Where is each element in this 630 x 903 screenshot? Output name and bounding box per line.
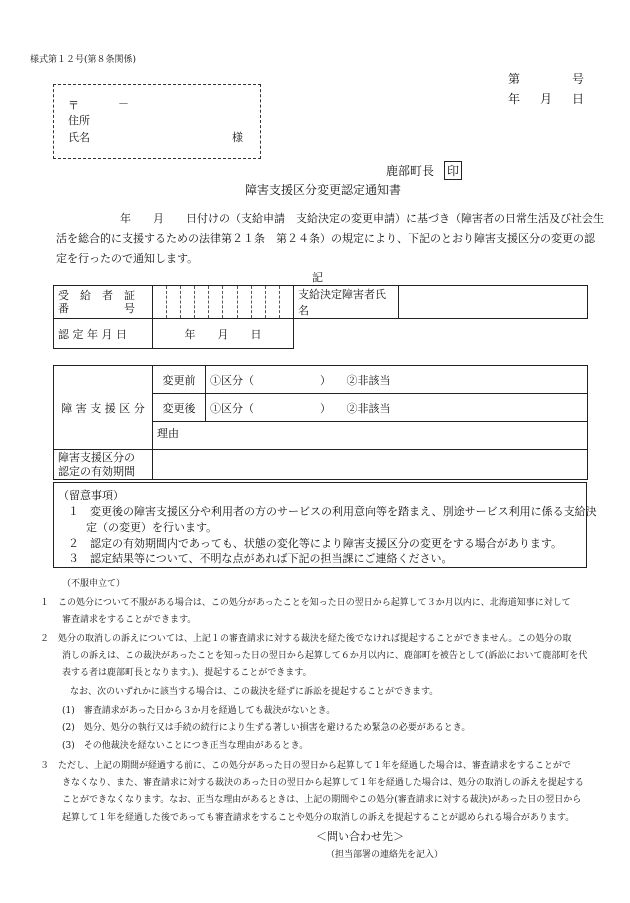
appeal-p2a: ２ 処分の取消しの訴えについては、上記１の審査請求に対する裁決を経た後でなければ提起することができません。この処分の取: [40, 634, 572, 644]
address-label: 住所: [68, 114, 90, 127]
date-month: 月: [540, 92, 553, 106]
recipient-name-value: [399, 286, 588, 319]
reason-label: 理由: [153, 422, 588, 450]
honorific: 様: [232, 131, 243, 144]
cert-date-label: 認 定 年 月 日: [54, 319, 153, 349]
appeal-p1a: １ この処分について不服がある場合は、この処分があったことを知った日の翌日から起算して３か月以内に、北海道知事に対して: [40, 598, 571, 608]
recipient-table: [53, 285, 588, 349]
postal-mark: 〒: [68, 99, 79, 112]
before-value: [206, 366, 588, 394]
before-label: 変更前: [153, 366, 206, 394]
validity-label: 障害支援区分の 認定の有効期間: [54, 450, 153, 480]
intro-line-3: 定を行ったので通知します。: [56, 252, 199, 265]
after-label: 変更後: [153, 394, 206, 422]
category-label: 障 害 支 援 区 分: [54, 366, 153, 450]
after-option-1: ①区分（ ）: [210, 401, 331, 415]
before-option-2: ②非該当: [346, 373, 391, 387]
document-title: 障害支援区分変更認定通知書: [245, 183, 402, 197]
name-label: 氏名: [68, 131, 90, 144]
appeal-p2c: 表する者は鹿部町長となります。)、提起することができます。: [62, 668, 312, 678]
appeal-p2d: なお、次のいずれかに該当する場合は、この裁決を経ずに訴訟を提起することができます。: [70, 687, 439, 697]
issuer-name: 鹿部町長: [386, 164, 435, 178]
doc-number-prefix: 第: [508, 72, 521, 86]
note-1b: 定（の変更）を行います。: [86, 521, 218, 534]
contact-note: （担当部署の連絡先を記入）: [326, 850, 444, 860]
doc-number-suffix: 号: [572, 72, 585, 86]
cert-number-label: 受 給 者 証 番 号: [54, 286, 153, 319]
appeal-p3c: ことができなくなります。なお、正当な理由があるときは、上記の期間やこの処分(審査請求に対する裁決)があった日の翌日から: [62, 795, 582, 805]
before-option-1: ①区分（ ）: [210, 373, 331, 387]
after-value: [206, 394, 588, 422]
notes-heading: （留意事項）: [58, 489, 124, 502]
intro-line-1: 年 月 日付けの（支給申請 支給決定の変更申請）に基づき（障害者の日常生活及び社会生: [120, 212, 604, 225]
postal-dash: －: [118, 97, 129, 110]
category-table: [53, 365, 588, 480]
recipient-name-label: 支給決定障害者氏名: [294, 286, 399, 319]
appeal-p3b: きなくなり、また、審査請求に対する裁決のあった日の翌日から起算して１年を経過した場合は、処分の取消しの訴えを提起する: [62, 778, 584, 788]
intro-line-2: 活を総合的に支援するための法律第２１条 第２４条）の規定により、下記のとおり障害支援区分の変更の認: [56, 232, 595, 245]
ki-label: 記: [312, 271, 323, 284]
issuer: [386, 161, 462, 180]
validity-value: [153, 450, 588, 480]
appeal-p3a: ３ ただし、上記の期間が経過する前に、この処分があった日の翌日から起算して１年を経過した場合は、審査請求をすることがで: [40, 761, 571, 771]
note-3: ３ 認定結果等について、不明な点があれば下記の担当課にご連絡ください。: [68, 552, 453, 565]
cert-number-cells: [153, 286, 294, 319]
appeal-item-3: (3) その他裁決を経ないことにつき正当な理由があるとき。: [62, 741, 309, 751]
seal-mark: 印: [444, 161, 462, 180]
date-day: 日: [572, 92, 585, 106]
form-code: 様式第１２号(第８条関係): [30, 55, 137, 65]
note-2: ２ 認定の有効期間内であっても、状態の変化等により障害支援区分の変更をする場合があります。: [68, 537, 563, 550]
note-1a: １ 変更後の障害支援区分や利用者の方のサービスの利用意向等を踏まえ、別途サービス利用に係る支給決: [68, 505, 597, 518]
appeal-p1b: 審査請求をすることができます。: [62, 615, 197, 625]
appeal-p3d: 起算して１年を経過した後であっても審査請求をすることや処分の取消しの訴えを提起することが認められる場合があります。: [62, 813, 575, 823]
cert-date-value: 年 月 日: [153, 319, 294, 349]
contact-heading: ＜問い合わせ先＞: [316, 830, 404, 843]
appeal-p2b: 消しの訴えは、この裁決があったことを知った日の翌日から起算して６か月以内に、鹿部町を被告として(訴訟において鹿部町を代: [62, 651, 588, 661]
appeal-heading: （不服申立て）: [62, 579, 126, 589]
appeal-item-2: (2) 処分、処分の執行又は手続の続行により生ずる著しい損害を避けるため緊急の必要があるとき。: [62, 723, 471, 733]
date-year: 年: [508, 92, 521, 106]
after-option-2: ②非該当: [346, 401, 391, 415]
appeal-item-1: (1) 審査請求があった日から３か月を経過しても裁決がないとき。: [62, 706, 336, 716]
